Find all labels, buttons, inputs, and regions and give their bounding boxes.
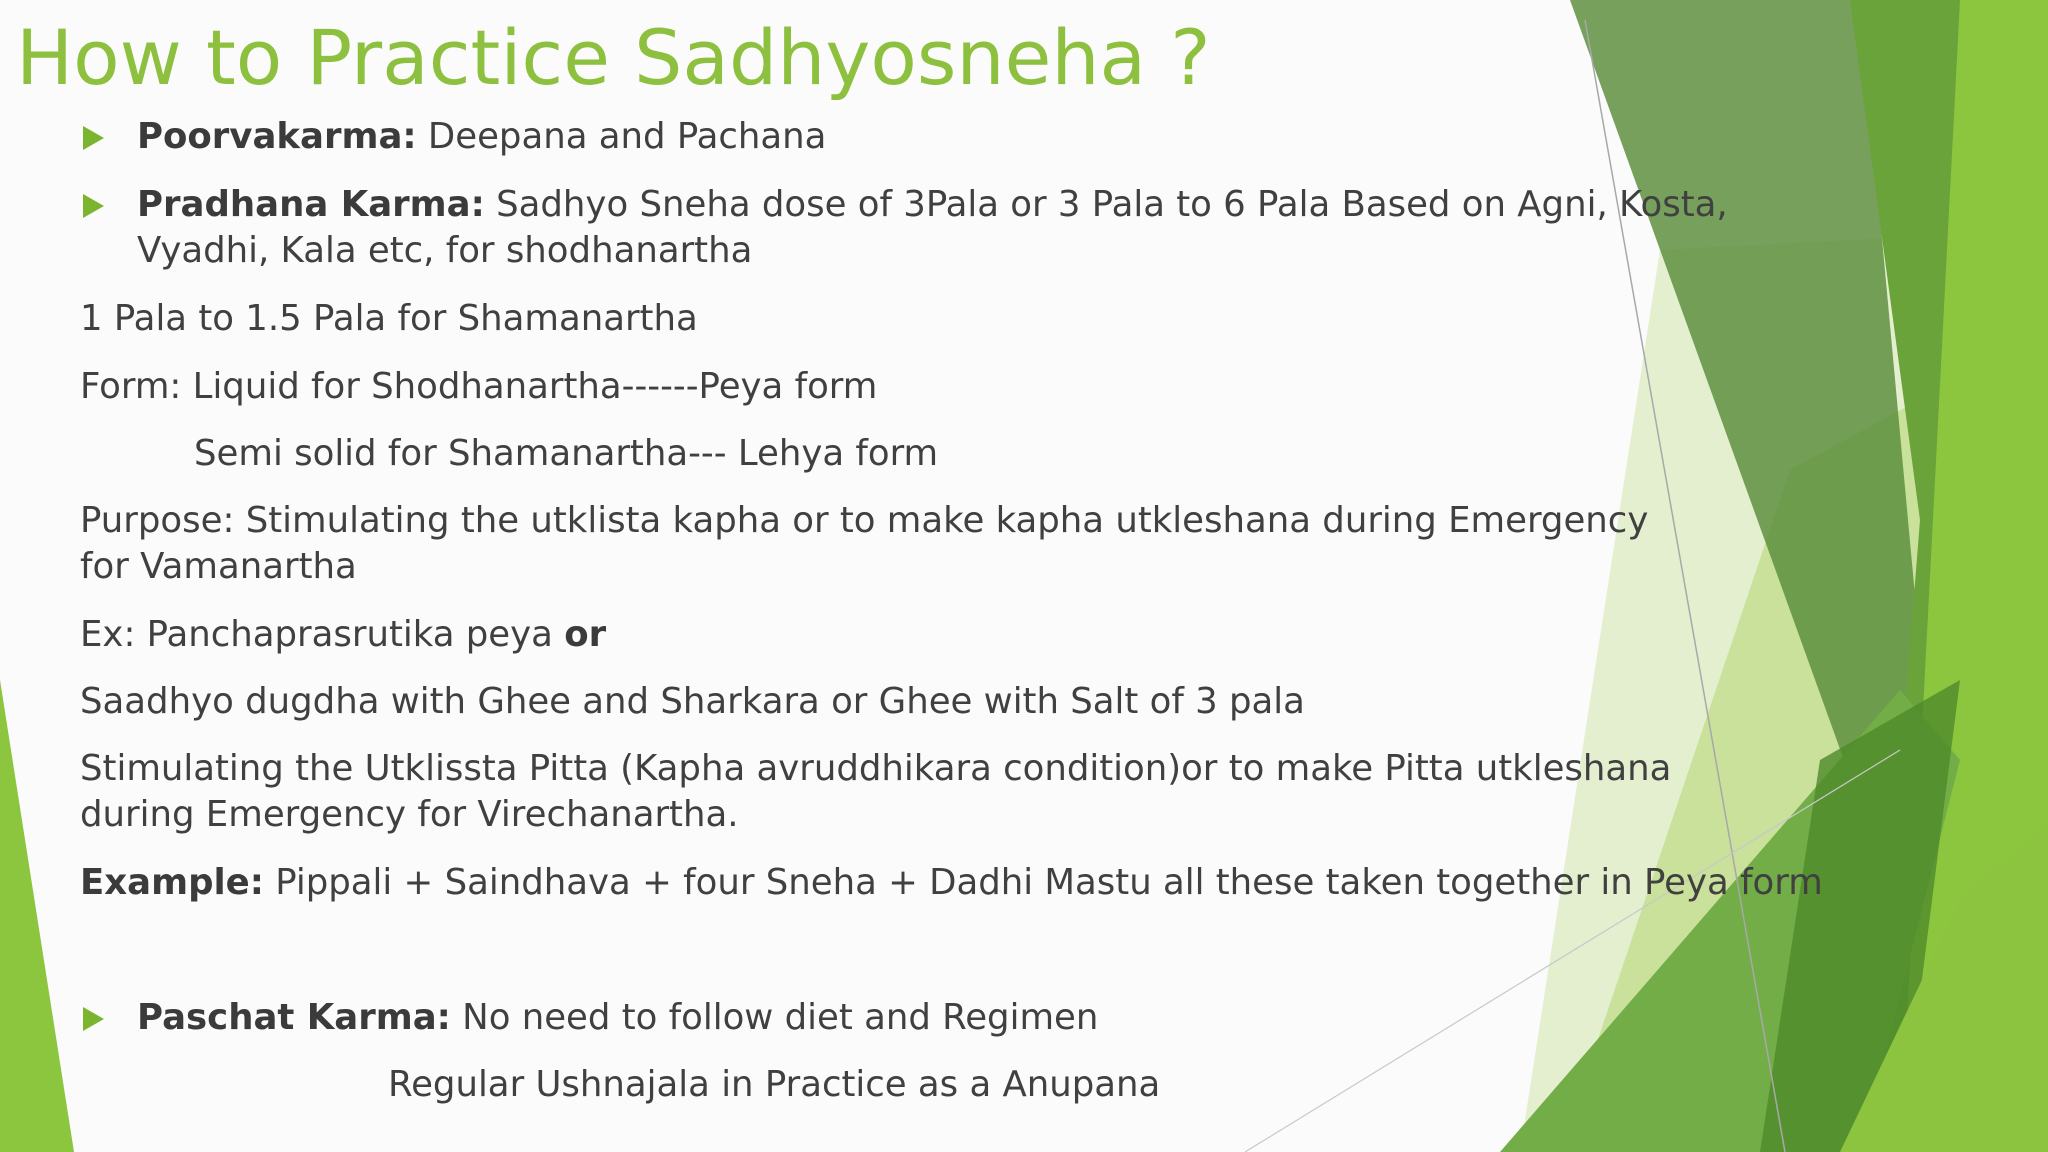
item-label: Paschat Karma:: [137, 997, 451, 1038]
item-form-liquid: Form: Liquid for Shodhanartha------Peya form: [80, 366, 878, 407]
item-example-pippali: [80, 860, 1823, 906]
item-bold-tail: or: [564, 614, 607, 655]
item-saadhyo-dugdha: Saadhyo dugdha with Ghee and Sharkara or Ghee with Salt of 3 pala: [80, 681, 1305, 722]
item-ushnajala: Regular Ushnajala in Practice as a Anupana: [388, 1064, 1161, 1105]
item-text: No need to follow diet and Regimen: [450, 997, 1099, 1038]
bullet-arrow-icon: [83, 1007, 104, 1031]
item-purpose: Purpose: Stimulating the utklista kapha or to make kapha utkleshana during Emergency for Vamanartha: [80, 500, 1649, 587]
bullet-arrow-icon: [83, 126, 104, 150]
item-example-peya: [80, 612, 606, 658]
item-label: Poorvakarma:: [137, 116, 417, 157]
item-label: Pradhana Karma:: [137, 184, 485, 225]
item-text: Ex: Panchaprasrutika peya: [80, 614, 565, 655]
bullet-arrow-icon: [83, 194, 104, 218]
item-shamanartha-dose: 1 Pala to 1.5 Pala for Shamanartha: [80, 298, 698, 339]
item-form-semisolid: Semi solid for Shamanartha--- Lehya form: [194, 433, 939, 474]
item-pitta-stimulation: Stimulating the Utklissta Pitta (Kapha avruddhikara condition)or to make Pitta utkleshana during Emergency for Virechanartha.: [80, 748, 1672, 835]
item-label: Example:: [80, 862, 264, 903]
item-text: Sadhyo Sneha dose of 3Pala or 3 Pala to 6 Pala Based on Agni, Kosta, Vyadhi, Kala etc, for shodhanartha: [137, 184, 1728, 271]
slide-title: How to Practice Sadhyosneha ?: [16, 13, 1211, 102]
item-poorvakarma: [137, 114, 826, 160]
item-paschat-karma: [137, 995, 1098, 1041]
item-pradhana-karma: [137, 182, 1817, 274]
item-text: Deepana and Pachana: [416, 116, 827, 157]
item-text: Pippali + Saindhava + four Sneha + Dadhi Mastu all these taken together in Peya form: [263, 862, 1823, 903]
